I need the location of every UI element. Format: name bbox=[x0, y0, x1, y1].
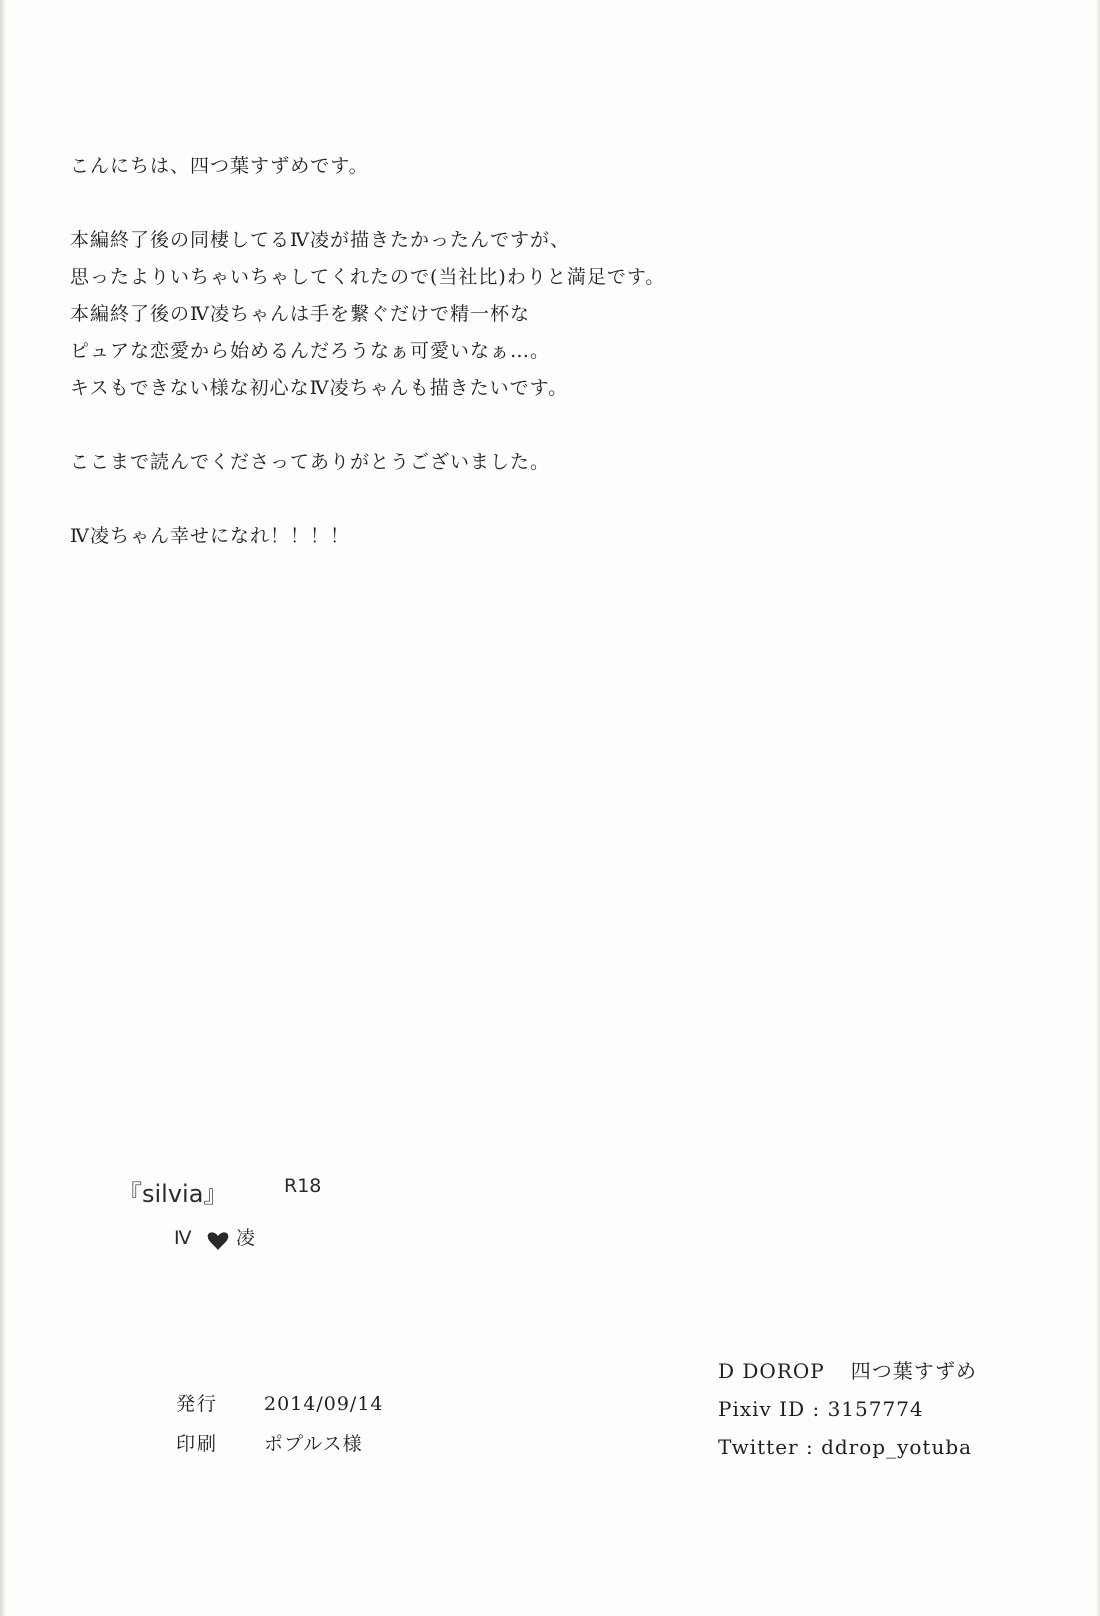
publish-date: 2014/09/14 bbox=[264, 1393, 384, 1415]
handwritten-pairing-left: Ⅳ bbox=[174, 1227, 192, 1249]
paragraph-gap bbox=[70, 481, 970, 518]
paragraph-line: キスもできない様な初心なⅣ凌ちゃんも描きたいです。 bbox=[70, 377, 569, 399]
publish-label: 発行 bbox=[176, 1393, 219, 1415]
handwritten-title bbox=[118, 1175, 348, 1298]
circle-name-row bbox=[718, 1352, 977, 1390]
thanks-line: ここまで読んでくださってありがとうございました。 bbox=[70, 451, 551, 473]
paragraph-line: 思ったよりいちゃいちゃしてくれたので(当社比)わりと満足です。 bbox=[70, 266, 666, 288]
author-name: 四つ葉すずめ bbox=[850, 1359, 977, 1383]
print-label: 印刷 bbox=[176, 1433, 219, 1455]
twitter-handle: Twitter : ddrop_yotuba bbox=[718, 1435, 973, 1459]
scan-edge-right bbox=[1096, 0, 1100, 1616]
colophon bbox=[176, 1384, 384, 1464]
paragraph-line: 本編終了後の同棲してるⅣ凌が描きたかったんですが、 bbox=[70, 229, 570, 251]
closing-line: Ⅳ凌ちゃん幸せになれ！！！！ bbox=[70, 525, 350, 547]
colophon-publish-row bbox=[176, 1384, 384, 1424]
afterword-text bbox=[70, 148, 970, 555]
colophon-print-row bbox=[176, 1424, 384, 1464]
handwritten-rating: R18 bbox=[284, 1175, 322, 1197]
paragraph-gap bbox=[70, 407, 970, 444]
heart-icon bbox=[208, 1232, 229, 1250]
circle-name: D DOROP bbox=[718, 1359, 825, 1383]
paragraph-line: 本編終了後のⅣ凌ちゃんは手を繋ぐだけで精一杯な bbox=[70, 303, 530, 325]
handwritten-title-text: 『silvia』 bbox=[118, 1180, 228, 1208]
paragraph-gap bbox=[70, 185, 970, 222]
printer-name: ポプルス様 bbox=[264, 1433, 363, 1455]
greeting: こんにちは、四つ葉すずめです。 bbox=[70, 155, 369, 177]
handwritten-title-drawing bbox=[118, 1175, 348, 1298]
handwritten-pairing-right: 凌 bbox=[236, 1227, 256, 1249]
scan-edge-left bbox=[0, 0, 6, 1616]
paragraph-line: ピュアな恋愛から始めるんだろうなぁ可愛いなぁ…。 bbox=[70, 340, 551, 362]
circle-info bbox=[718, 1352, 977, 1466]
pixiv-id: Pixiv ID : 3157774 bbox=[718, 1397, 924, 1421]
